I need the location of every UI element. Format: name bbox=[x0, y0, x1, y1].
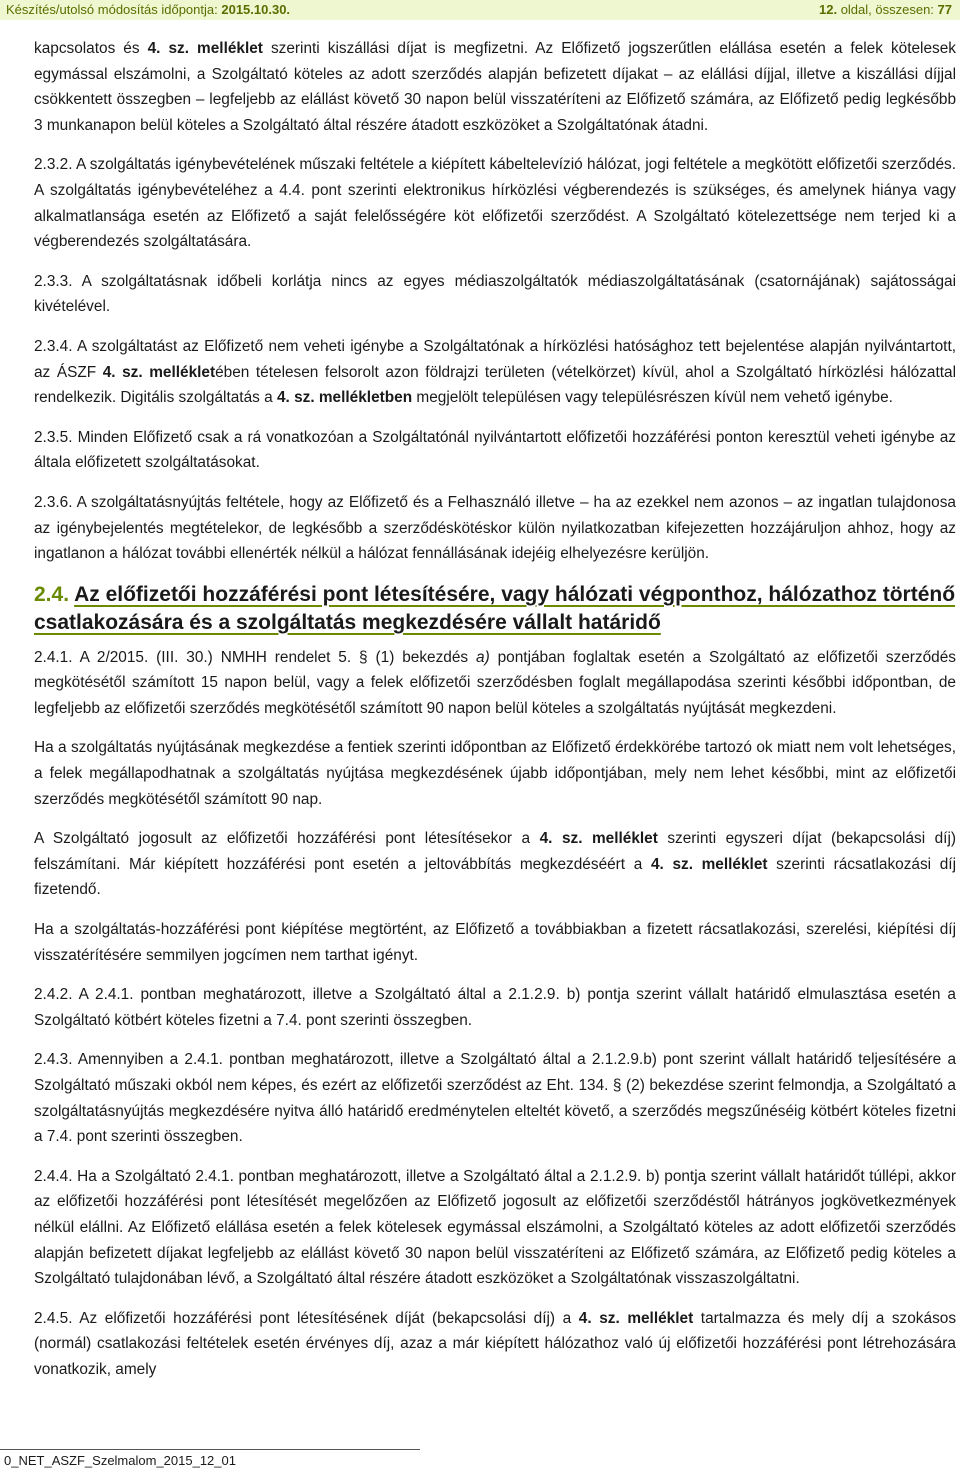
header-label: Készítés/utolsó módosítás időpontja: bbox=[6, 2, 222, 17]
header-right bbox=[819, 0, 952, 20]
section-heading bbox=[34, 581, 956, 637]
header-left bbox=[6, 0, 290, 20]
header-page-text: oldal, összesen: bbox=[837, 2, 938, 17]
footer-divider bbox=[0, 1449, 420, 1450]
paragraph-2-4-2: 2.4.2. A 2.4.1. pontban meghatározott, illetve a Szolgáltató által a 2.1.2.9. b) pontja szerint vállalt határidő elmulasztása esetén a Szolgáltató kötbért köteles fizetni a 7.4. pont szerinti összegben. bbox=[34, 986, 956, 1029]
page-header bbox=[0, 0, 960, 20]
paragraph-2-3-2: 2.3.2. A szolgáltatás igénybevételének műszaki feltétele a kiépített kábeltelevízió hálózat, jogi feltétele a megkötött előfizetői szerződés. A szolgáltatás igénybevételéhez a 4.4. pont szerinti elektronikus hírközlési végberendezés is szükséges, és amelynek hiánya vagy alkalmatlansága esetén az Előfizető a saját felelősségére köt előfizetői szerződést. A Szolgáltató kötelezettsége nem terjed ki a végberendezés szolgáltatására. bbox=[34, 156, 956, 251]
footer-filename: 0_NET_ASZF_Szelmalom_2015_12_01 bbox=[4, 1453, 236, 1468]
annex-ref: 4. sz. melléklet bbox=[102, 363, 216, 381]
text-run: 2.4.1. A 2/2015. (III. 30.) NMHH rendelet 5. § (1) bekezdés bbox=[34, 648, 477, 666]
text-run: ében tételesen felsorolt azon földrajzi területen (vételkörzet) kívül, ahol a Szolgáltató hírközlési hálózattal rendelkezik. Digitális szolgáltatás a bbox=[34, 363, 957, 407]
text-run: megjelölt településen vagy településrészen kívül nem vehető igénybe. bbox=[412, 389, 893, 407]
paragraph-2-4-5 bbox=[34, 1306, 956, 1383]
paragraph-2-3-6: 2.3.6. A szolgáltatásnyújtás feltétele, hogy az Előfizető és a Felhasználó illetve – ha az ezekkel nem azonos – az ingatlan tulajdonosa az igénybejelentés megtételekor, de legkésőbb a szerződéskötéskor külön nyilatkozatban kifejezetten hozzájáruljon ahhoz, hogy az ingatlanon a hálózat további ellenérték nélkül a hálózat fennállásának idejéig elhelyezésre kerüljön. bbox=[34, 493, 956, 563]
text-run: szerinti egyszeri díjat (bekapcsolási díj) felszámítani. Már kiépített hozzáférési pont esetén a jeltovábbítás megkezdéséért a bbox=[34, 830, 956, 873]
paragraph-2-3-3: 2.3.3. A szolgáltatásnak időbeli korlátja nincs az egyes médiaszolgáltatók médiaszolgáltatásának (csatornájának) sajátosságai kivételével. bbox=[34, 272, 956, 316]
text-run: tartalmazza és mely díj a szokásos (normál) csatlakozási feltételek esetén érvényes díj, azaz a már kiépített hálózathoz való új előfizetői hozzáférési pont létrehozására vonatkozik, amely bbox=[34, 1309, 957, 1378]
text-run: szerinti kiszállási díjat is megfizetni. Az Előfizető jogszerűtlen elállása esetén a felek kötelesek egymással elszámolni, a Szolgáltató köteles az adott szerződés alapján befizetett díjakat – az elállási díjjal, illetve a kiszállási díjjal csökkentett összegben – legfeljebb az elállást követő 30 napon belül visszatéríteni az Előfizető számára, az Előfizető pedig legkésőbb 3 munkanapon belül köteles a Szolgáltató által részére átadott eszközöket a Szolgáltatónak átadni. bbox=[34, 40, 956, 134]
section-title: Az előfizetői hozzáférési pont létesítésére, vagy hálózati végponthoz, hálózathoz történő csatlakozására és a szolgáltatás megkezdésére vállalt határidő bbox=[34, 582, 956, 634]
paragraph-2-4-1-b: Ha a szolgáltatás nyújtásának megkezdése a fentiek szerinti időpontban az Előfizető érdekkörébe tartozó ok miatt nem volt lehetséges, a felek megállapodhatnak a szolgáltatás nyújtása megkezdésének újabb időpontjában, mely nem lehet későbbi, mint az előfizetői szerződés megkötésétől számított 90 nap. bbox=[34, 739, 956, 808]
header-date: 2015.10.30. bbox=[221, 2, 291, 17]
italic-ref: a) bbox=[476, 648, 490, 666]
text-run: A Szolgáltató jogosult az előfizetői hozzáférési pont létesítésekor a bbox=[34, 830, 540, 848]
paragraph-continuation bbox=[34, 36, 956, 138]
annex-ref: 4. sz. melléklet bbox=[539, 830, 658, 848]
annex-ref: 4. sz. melléklet bbox=[147, 40, 263, 57]
annex-ref: 4. sz. melléklet bbox=[578, 1309, 694, 1327]
text-run: szerinti rácsatlakozási díj fizetendő. bbox=[34, 855, 956, 899]
annex-ref: 4. sz. mellékletben bbox=[276, 389, 413, 407]
document-body bbox=[34, 36, 956, 1397]
paragraph-2-4-1 bbox=[34, 645, 956, 722]
section-number: 2.4. bbox=[34, 582, 70, 606]
paragraph-2-4-1-c bbox=[34, 826, 956, 903]
header-total: 77 bbox=[937, 2, 952, 17]
paragraph-2-4-1-d: Ha a szolgáltatás-hozzáférési pont kiépítése megtörtént, az Előfizető a továbbiakban a fizetett rácsatlakozási, szerelési, kiépítési díj visszatérítésére semmilyen jogcímen nem tarthat igényt. bbox=[34, 921, 956, 964]
paragraph-2-3-4 bbox=[34, 334, 956, 411]
paragraph-2-4-4: 2.4.4. Ha a Szolgáltató 2.4.1. pontban meghatározott, illetve a Szolgáltató által a 2.1.2.9. b) pontja szerint vállalt határidőt túllépi, akkor az előfizetői hozzáférési pont létesítését megelőzően az Előfizető jogosult az előfizetői szerződéstől hátrányos jogkövetkezmények nélkül elállni. Az Előfizető elállása esetén a felek kötelesek egymással elszámolni, a Szolgáltató köteles az adott előfizetői szerződés alapján befizetett díjakat legfeljebb az elállást követő 30 napon belül visszatéríteni az Előfizető számára, az Előfizető pedig köteles a Szolgáltató tulajdonában lévő, a Szolgáltató által részére átadott eszközöket a Szolgáltatónak visszaszolgáltatni. bbox=[34, 1167, 956, 1288]
text-run: 2.4.5. Az előfizetői hozzáférési pont létesítésének díját (bekapcsolási díj) a bbox=[34, 1309, 579, 1327]
header-page-num: 12. bbox=[819, 2, 838, 17]
text-run: 2.3.4. A szolgáltatást az Előfizető nem veheti igénybe a Szolgáltatónak a hírközlési hatósághoz tett bejelentése alapján nyilvántartott, az ÁSZF bbox=[34, 337, 956, 381]
text-run: pontjában foglaltak esetén a Szolgáltató az előfizetői szerződés megkötésétől számított 15 napon belül, vagy a felek előfizetői szerződésben foglalt megállapodása szerinti későbbi időpontban, de legfeljebb az előfizetői szerződés megkötésétől számított 90 napon belül köteles a szolgáltatás nyújtását megkezdeni. bbox=[34, 648, 956, 717]
paragraph-2-4-3: 2.4.3. Amennyiben a 2.4.1. pontban meghatározott, illetve a Szolgáltató által a 2.1.2.9.b) pont szerint vállalt határidő teljesítésére a Szolgáltató műszaki okból nem képes, és ezért az előfizetői szerződést az Eht. 134. § (2) bekezdése szerint felmondja, a Szolgáltató a szolgáltatásnyújtás megkezdésére nyitva álló határidő eredménytelen elteltét követő, a szerződés megszűnéséig kötbért köteles fizetni a 7.4. pont szerinti összegben. bbox=[34, 1051, 956, 1146]
annex-ref: 4. sz. melléklet bbox=[650, 855, 768, 873]
paragraph-2-3-5: 2.3.5. Minden Előfizető csak a rá vonatkozóan a Szolgáltatónál nyilvántartott előfizetői hozzáférési ponton keresztül veheti igénybe az általa előfizetett szolgáltatásokat. bbox=[34, 428, 956, 472]
text-run: kapcsolatos és bbox=[34, 40, 148, 57]
